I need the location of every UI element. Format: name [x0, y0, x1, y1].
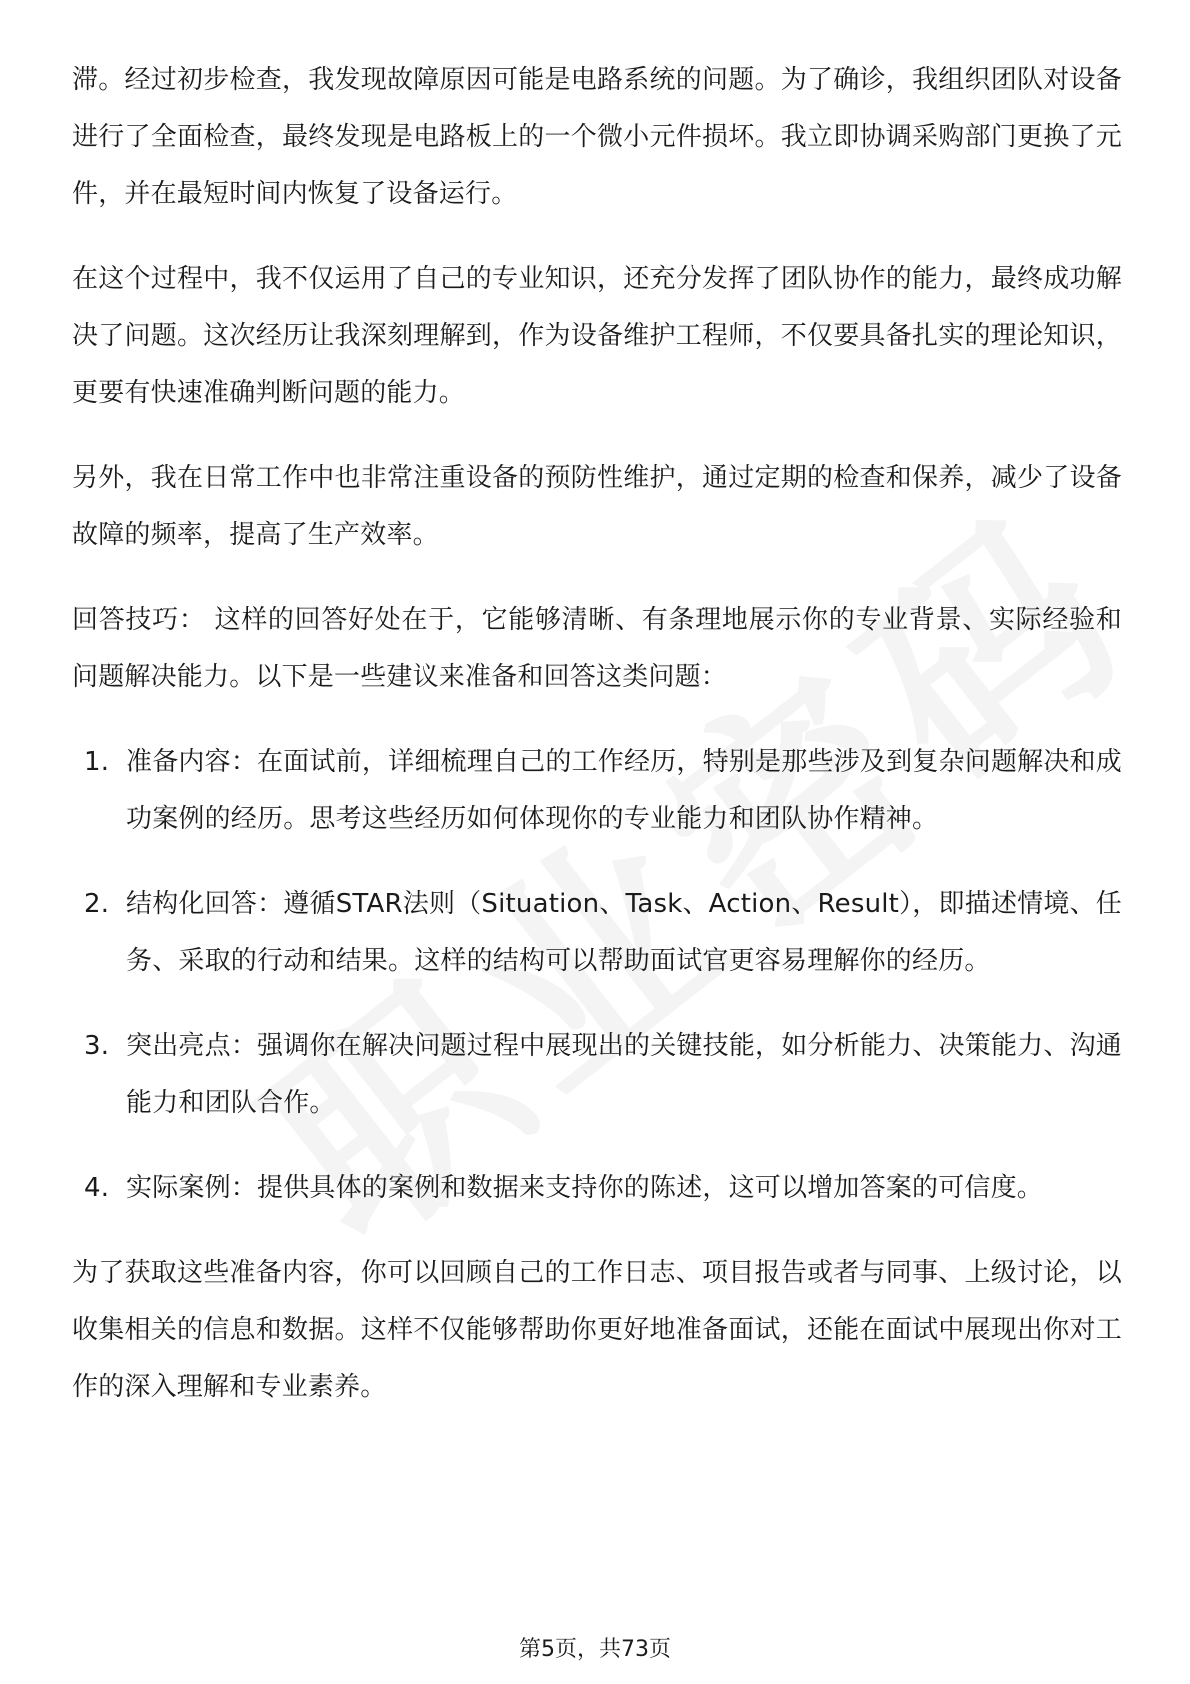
list-item-number: 3.: [84, 1031, 110, 1061]
list-item: [72, 734, 1122, 848]
list-item-number: 1.: [84, 747, 110, 777]
paragraph-2: 在这个过程中，我不仅运用了自己的专业知识，还充分发挥了团队协作的能力，最终成功解决了问题。这次经历让我深刻理解到，作为设备维护工程师，不仅要具备扎实的理论知识，更要有快速准确判断问题的能力。: [72, 264, 1122, 408]
list-item-number: 4.: [84, 1173, 110, 1203]
list-item-text: 结构化回答：遵循STAR法则（Situation、Task、Action、Result），即描述情境、任务、采取的行动和结果。这样的结构可以帮助面试官更容易理解你的经历。: [126, 889, 1122, 976]
paragraph-closing: 为了获取这些准备内容，你可以回顾自己的工作日志、项目报告或者与同事、上级讨论，以收集相关的信息和数据。这样不仅能够帮助你更好地准备面试，还能在面试中展现出你对工作的深入理解和专业素养。: [72, 1258, 1122, 1402]
list-item-text: 准备内容：在面试前，详细梳理自己的工作经历，特别是那些涉及到复杂问题解决和成功案例的经历。思考这些经历如何体现你的专业能力和团队协作精神。: [126, 747, 1122, 834]
list-item-number: 2.: [84, 889, 110, 919]
page-content: [72, 52, 1122, 1444]
list-item-text: 突出亮点：强调你在解决问题过程中展现出的关键技能，如分析能力、决策能力、沟通能力和团队合作。: [126, 1031, 1122, 1118]
list-item: [72, 1018, 1122, 1132]
page-footer: 第5页，共73页: [519, 1637, 671, 1662]
list-item: [72, 876, 1122, 990]
list-item-text: 实际案例：提供具体的案例和数据来支持你的陈述，这可以增加答案的可信度。: [126, 1173, 1044, 1203]
tips-list: [72, 734, 1122, 1217]
paragraph-3: 另外，我在日常工作中也非常注重设备的预防性维护，通过定期的检查和保养，减少了设备故障的频率，提高了生产效率。: [72, 463, 1122, 550]
list-item: [72, 1160, 1122, 1217]
paragraph-1: 滞。经过初步检查，我发现故障原因可能是电路系统的问题。为了确诊，我组织团队对设备进行了全面检查，最终发现是电路板上的一个微小元件损坏。我立即协调采购部门更换了元件，并在最短时间内恢复了设备运行。: [72, 65, 1122, 209]
paragraph-answer-tips: 回答技巧： 这样的回答好处在于，它能够清晰、有条理地展示你的专业背景、实际经验和问题解决能力。以下是一些建议来准备和回答这类问题：: [72, 605, 1123, 692]
